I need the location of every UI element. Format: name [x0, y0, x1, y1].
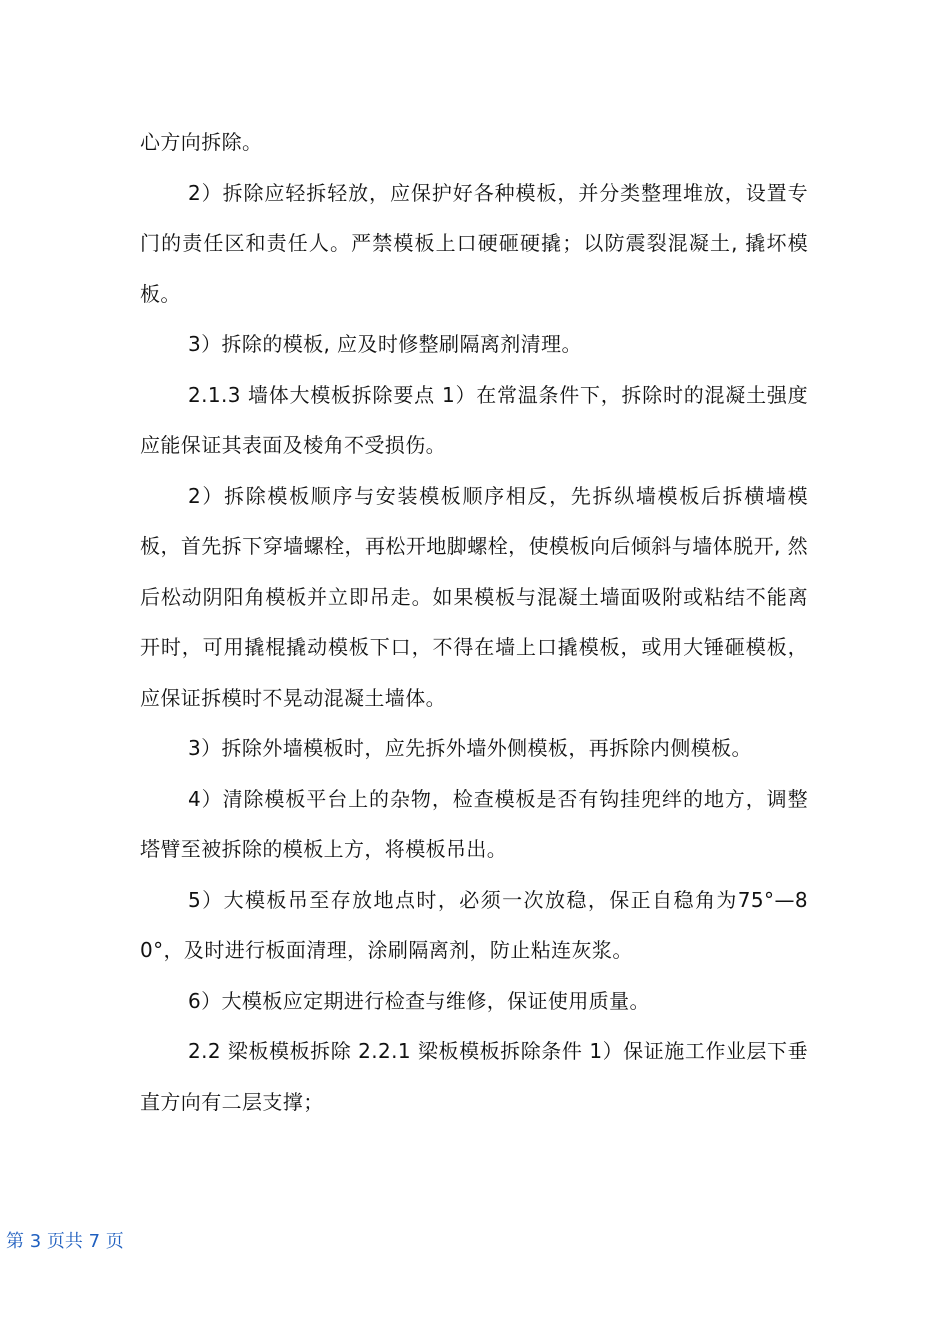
paragraph: 2.1.3 墙体大模板拆除要点 1）在常温条件下，拆除时的混凝土强度应能保证其表面及棱角不受损伤。 [140, 382, 808, 457]
document-body [140, 117, 808, 1127]
paragraph: 3）拆除的模板, 应及时修整刷隔离剂清理。 [188, 332, 582, 356]
paragraph: 4）清除模板平台上的杂物，检查模板是否有钩挂兜绊的地方，调整塔臂至被拆除的模板上方，将模板吊出。 [140, 786, 808, 861]
paragraph: 6）大模板应定期进行检查与维修，保证使用质量。 [188, 988, 650, 1013]
paragraph: 心方向拆除。 [140, 130, 263, 154]
paragraph: 3）拆除外墙模板时，应先拆外墙外侧模板，再拆除内侧模板。 [188, 736, 752, 760]
paragraph: 2）拆除应轻拆轻放，应保护好各种模板，并分类整理堆放，设置专门的责任区和责任人。严禁模板上口硬砸硬撬；以防震裂混凝土, 撬坏模板。 [140, 180, 808, 306]
page-number-footer: 第 3 页共 7 页 [6, 1231, 124, 1252]
paragraph: 2）拆除模板顺序与安装模板顺序相反，先拆纵墙模板后拆横墙模板，首先拆下穿墙螺栓，再松开地脚螺栓，使模板向后倾斜与墙体脱开, 然后松动阴阳角模板并立即吊走。如果模板与混凝土墙面吸附或粘结不能离开时，可用撬棍撬动模板下口，不得在墙上口撬模板，或用大锤砸模板，应保证拆模时不晃动混凝土墙体。 [140, 483, 808, 710]
paragraph: 5）大模板吊至存放地点时，必须一次放稳，保正自稳角为75°—80°，及时进行板面清理，涂刷隔离剂，防止粘连灰浆。 [140, 887, 808, 962]
paragraph: 2.2 梁板模板拆除 2.2.1 梁板模板拆除条件 1）保证施工作业层下垂直方向有二层支撑； [140, 1039, 808, 1114]
